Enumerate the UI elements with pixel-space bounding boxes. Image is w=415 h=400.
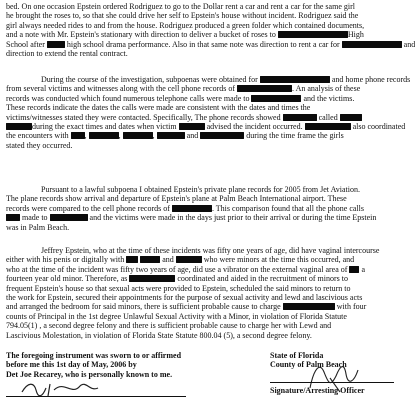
text-line: stated they occurred. [6,140,73,150]
paragraph-rodriguez [6,2,415,58]
signature-rule [6,396,186,397]
text-line: made to and the victims were made in the days just prior to their arrival or during the time Epstein [6,213,394,222]
text-line: the work for Epstein, secured their appointments for the purpose of sexual activity and lewd and lascivious acts [6,292,363,302]
text-line: 794.05(1) , a second degree felony and there is sufficient probable cause to charge her with Lewd and [6,321,332,331]
redaction-box [260,76,330,83]
redaction-box [140,256,160,263]
redaction-box [237,85,292,92]
text-line: from several victims and witnesses along with the cell phone records of . An analysis of these [6,84,361,94]
text-line: girl always needed rides to and from the house. Rodriguez produced a green folder which contained documents, [6,20,365,30]
redaction-box [6,123,32,130]
text-line: during the exact times and dates when victim advised the incident occurred. also coordinated [6,122,394,131]
text-line: he brought the roses to, so that she could drive her self to Epstein's house without incident. Rodriguez said the [6,11,359,21]
redaction-box [340,114,362,121]
text-line: Pursuant to a lawful subpoena I obtained Epstein's private plane records for 2005 from Jet Aviation. [41,185,360,194]
redaction-box [342,41,402,48]
text-line: records were compared to the cell phone records of . This comparison found that all the phone calls [6,203,364,213]
oath-line: The foregoing instrument was sworn to or affirmed [6,351,182,360]
redaction-box [157,132,185,139]
text-line: victims/witnesses stated they were contacted. Specifically, The phone records showed called [6,113,394,122]
text-line: The plane records show arrival and departure of Epstein's plane at Palm Beach International airport. These [6,194,347,204]
oath-block [6,351,181,379]
redaction-box [349,266,359,273]
text-line: These records indicate the dates the calls were made are consistent with the dates and times the [6,103,311,113]
text-line: frequent Epstein's house so that sexual acts were provided to Epstein, scheduled the said minors to return to [6,283,351,293]
oath-line: before me this 1st day of May, 2006 by [6,360,137,370]
paragraph-plane-records [6,185,394,232]
text-line: the encounters with , , , and during the time frame the girls [6,131,344,141]
redaction-box [129,275,175,282]
signature-rule [270,382,394,383]
text-line: Jeffrey Epstein, who at the time of these incidents was fifty one years of age, did have vaginal intercourse [41,246,380,255]
redaction-box [71,132,85,139]
redaction-box [283,303,335,310]
redaction-box [251,95,301,102]
redaction-box [89,132,119,139]
redaction-box [305,123,351,130]
redaction-box [283,114,317,121]
paragraph-charges [6,246,394,340]
redaction-box [179,123,205,130]
signature-caption: Signature/Arresting Officer [270,386,365,395]
redaction-box [47,41,65,48]
redaction-box [200,132,244,139]
text-line: School after high school drama performance. Also in that same note was direction to rent a car for and [6,39,415,49]
text-line: and arranged the bedroom for said minors, there is sufficient probable cause to charge with four [6,302,367,312]
redaction-box [278,31,348,38]
text-line: fourteen year old minor. Therefore, as coordinated and aided in the recruitment of minors to [6,274,348,284]
text-line: was in Palm Beach. [6,222,70,232]
state-line: State of Florida [270,351,324,360]
redaction-box [176,256,202,263]
text-line: During the course of the investigation, subpoenas were obtained for and home phone records [41,75,411,84]
text-line: Lascivious Molestation, in violation of Florida State Statute 800.04 (5), a second degree felony. [6,330,312,340]
paragraph-investigation [6,75,411,150]
text-line: who at the time of the incident was fifty two years of age, did use a vibrator on the external vaginal area of a [6,264,365,274]
text-line: bed. On one occasion Epstein ordered Rodriguez to go to the Dollar rent a car and rent a car for the same girl [6,2,355,11]
redaction-box [123,132,153,139]
text-line: either with his penis or digitally with and who were minors at the time this occurred, and [6,255,355,265]
text-line: and a note with Mr. Epstein's stationary with direction to deliver a bucket of roses to High [6,30,364,40]
redaction-box [126,256,138,263]
text-line: counts of Principal in the 1st degree Unlawful Sexual Activity with a Minor, in violation of Florida Statute [6,311,347,321]
redaction-box [172,205,212,212]
text-line: direction to extend the rental contract. [6,48,128,58]
redaction-box [50,214,88,221]
redaction-box [6,214,20,221]
text-line: records was conducted which found numerous telephone calls were made to and the victims. [6,93,355,103]
oath-line: Det Joe Recarey, who is personally known to me. [6,369,173,379]
county-line: County of Palm Beach [270,360,347,370]
